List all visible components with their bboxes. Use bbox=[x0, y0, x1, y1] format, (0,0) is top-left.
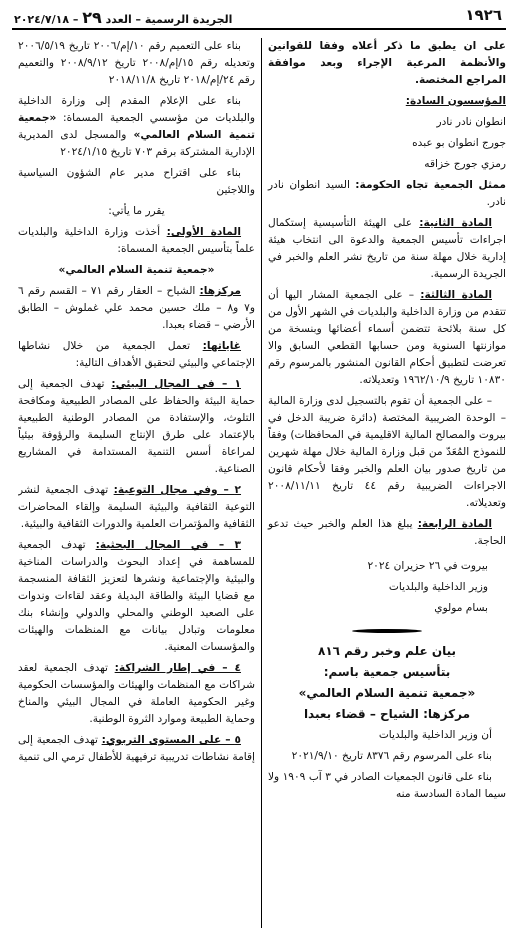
article-2-label: المادة الثانية: bbox=[419, 217, 492, 229]
goals bbox=[18, 338, 255, 372]
signature-title: وزير الداخلية والبلديات bbox=[388, 581, 488, 593]
intro-paragraph: على ان يطبق ما ذكر أعلاه وفقا للقوانين والأنظمة المرعية الإجراء وبعد موافقة المراجع المختصة. bbox=[268, 40, 506, 86]
notice-association-name: «جمعية تنمية السلام العالمي» bbox=[298, 686, 476, 700]
article-4-text: يبلغ هذا العلم والخبر حيث تدعو الحاجة. bbox=[268, 518, 506, 547]
article-1 bbox=[18, 224, 255, 258]
goal-5-label: ٥ – على المستوى التربوي: bbox=[101, 734, 241, 746]
notice-intro: بناء على الإعلام المقدم إلى وزارة الداخلية والبلديات من مؤسسي الجمعية المسماة: bbox=[18, 95, 255, 124]
headquarters-text: الشياح – العقار رقم ٧١ – القسم رقم ٦ و٧ و٨ – ملك حسين محمد علي غملوش – الطابق الأرضي – قضاء بعبدا. bbox=[18, 285, 255, 331]
founder-1: انطوان نادر نادر bbox=[436, 116, 506, 128]
issue-date: – ٢٠٢٤/٧/١٨ bbox=[14, 13, 79, 26]
goal-1 bbox=[18, 376, 255, 478]
article-1-label: المادة الأولى: bbox=[166, 226, 242, 238]
headquarters-label: مركزها: bbox=[199, 285, 241, 297]
goal-4-text: تهدف الجمعية لعقد شراكات مع المنظمات والهيئات والمؤسسات الحكومية وغير الحكومية العاملة في المجال البيئي والمناخ وحماية الطبيعة وموارد الثروة الوطنية. bbox=[18, 662, 255, 725]
gazette-prefix: الجريدة الرسمية – العدد bbox=[105, 13, 233, 26]
goal-4 bbox=[18, 660, 255, 728]
registration-info: والمسجل لدى المديرية الإدارية المشتركة برقم ٧٠٣ تاريخ ٢٠٢٤/١/١٥ bbox=[18, 129, 255, 158]
based-on-proposal: بناء على اقتراح مدير عام الشؤون السياسية واللاجئين bbox=[18, 167, 255, 196]
representative bbox=[268, 177, 506, 211]
article-3-tax: – على الجمعية أن تقوم بالتسجيل لدى وزارة المالية – الوحدة الضريبية المختصة (دائرة ضريبة الدخل في بيروت والمصالح المالية الاقليمية في المحافظات) وفقاً للنموذج المُعَدّ من قبل وزارة المالية خلال مهلة شهرين من تاريخ صدور بيان العلم والخبر وفقا لأحكام قانون الاجراءات الضريبية رقم ٤٤ تاريخ ٢٠٠٨/١١/١١ وتعديلاته. bbox=[268, 395, 506, 509]
page-number: ١٩٢٦ bbox=[465, 6, 502, 24]
goal-2-label: ٢ – وفي مجال التوعية: bbox=[113, 484, 242, 496]
article-2 bbox=[268, 215, 506, 283]
based-on-decree: بناء على المرسوم رقم ٨٣٧٦ تاريخ ٢٠٢١/٩/١٠ bbox=[291, 750, 492, 762]
goal-5-text: تهدف الجمعية إلى إقامة نشاطات تدريبية ترفيهية للأطفال ترمي الى تنمية bbox=[18, 734, 255, 763]
goal-1-text: تهدف الجمعية إلى حماية البيئة والحفاظ على المصادر الطبيعية ومكافحة التلوث، والإستفادة من المصادر الوطنية الطبيعية بالإعتماد على طرق الإنتاج السليمة والرؤوفة بيئياً لمراعاة أسس التنمية المستدامة في المشاريع الصناعية. bbox=[18, 378, 255, 475]
issue-line bbox=[14, 9, 232, 28]
columns bbox=[12, 38, 506, 928]
minister-line: أن وزير الداخلية والبلديات bbox=[378, 729, 492, 741]
based-on-circular: بناء على التعميم رقم ١٠/إم/٢٠٠٦ تاريخ ٢٠٠٦/٥/١٩ وتعديله رقم ١٥/إم/٢٠٠٨ تاريخ ٢٠٠٨/٩/١٢ والتعميم رقم ٢٤/إم/٢٠١٨ تاريخ ٢٠١٨/١١/٨ bbox=[18, 40, 255, 86]
section-divider bbox=[352, 629, 422, 633]
goal-5 bbox=[18, 732, 255, 766]
goal-1-label: ١ – في المجال البيئي: bbox=[111, 378, 241, 390]
founder-3: رمزي جورج خزاقه bbox=[424, 158, 506, 170]
article-2-text: على الهيئة التأسيسية إستكمال اجراءات تأسيس الجمعية والدعوة الى انتخاب هيئة إدارية خلال مهلة سنة من تاريخ نشر العلم والخبر في الجريدة الرسمية. bbox=[268, 217, 506, 280]
representative-value: السيد انطوان نادر نادر. bbox=[268, 179, 506, 208]
article-3 bbox=[268, 287, 506, 389]
page-header bbox=[12, 6, 506, 30]
headquarters bbox=[18, 283, 255, 334]
article-4 bbox=[268, 516, 506, 550]
based-on-law: بناء على قانون الجمعيات الصادر في ٣ آب ١٩٠٩ ولا سيما المادة السادسة منه bbox=[268, 771, 506, 800]
left-column bbox=[18, 38, 262, 928]
representative-label: ممثل الجمعية تجاه الحكومة: bbox=[355, 179, 506, 191]
signature-place: بيروت في ٢٦ حزيران ٢٠٢٤ bbox=[367, 560, 488, 572]
goal-2-text: تهدف الجمعية لنشر التوعية الثقافية والبيئية السليمة وإلقاء المحاضرات الثقافية والمؤتمرات العلمية والدورات الثقافية والبيئية. bbox=[18, 484, 255, 530]
notice-title: بيان علم وخبر رقم ٨١٦ bbox=[318, 644, 456, 658]
notice-headquarters: مركزها: الشياح – قضاء بعبدا bbox=[303, 707, 471, 721]
based-on-notice bbox=[18, 93, 255, 161]
signature-name: بسام مولوي bbox=[434, 602, 488, 614]
goal-2 bbox=[18, 482, 255, 533]
goal-3-text: تهدف الجمعية للمساهمة في إعداد البحوث والدراسات المناخية والبيئية والإجتماعية ونشرها لتعزيز الثقافة المنسجمة مع قضايا البيئة والطاقة البديلة وعقد لقاءات وندوات على الصعيد الوطني والمحلي والدولي وإنشاء بنك معلومات وتبادل بيانات مع المنظمات والهيئات والمؤسسات المعنية. bbox=[18, 539, 255, 653]
goal-3 bbox=[18, 537, 255, 656]
article-4-label: المادة الرابعة: bbox=[417, 518, 492, 530]
article-3-label: المادة الثالثة: bbox=[420, 289, 492, 301]
issue-number: ٢٩ bbox=[82, 8, 102, 27]
goals-label: غاياتها: bbox=[202, 340, 241, 352]
right-column bbox=[262, 38, 506, 928]
article-1-text: أخذت وزارة الداخلية والبلديات علماً بتأسيس الجمعية المسماة: bbox=[18, 226, 255, 255]
article-3-text: – على الجمعية المشار اليها أن تتقدم من وزارة الداخلية والبلديات في الشهر الأول من كل سنة بلائحة تتضمن أسماء أعضائها وبنسخة من موازنتها السنوية ومن حسابها القطعي السابق والا تعرضت لتطبيق أحكام القانون المنشور بالمرسوم رقم ١٠٨٣٠ تاريخ ١٩٦٢/١٠/٩ وتعديلاته. bbox=[268, 289, 506, 386]
goals-text: تعمل الجمعية من خلال نشاطها الإجتماعي والبيئي لتحقيق الأهداف التالية: bbox=[18, 340, 255, 369]
notice-subtitle: بتأسيس جمعية باسم: bbox=[323, 665, 451, 679]
goal-4-label: ٤ – في إطار الشراكة: bbox=[114, 662, 241, 674]
goal-3-label: ٣ – في المجال البحثية: bbox=[95, 539, 241, 551]
association-name: «جمعية تنمية السلام العالمي» bbox=[18, 112, 255, 141]
founder-2: جورج انطوان بو عبده bbox=[412, 137, 506, 149]
article-1-association-name: «جمعية تنمية السلام العالمي» bbox=[58, 264, 215, 276]
decides-heading: يقرر ما يأتي: bbox=[108, 205, 165, 217]
founders-heading: المؤسسون السادة: bbox=[405, 95, 506, 107]
